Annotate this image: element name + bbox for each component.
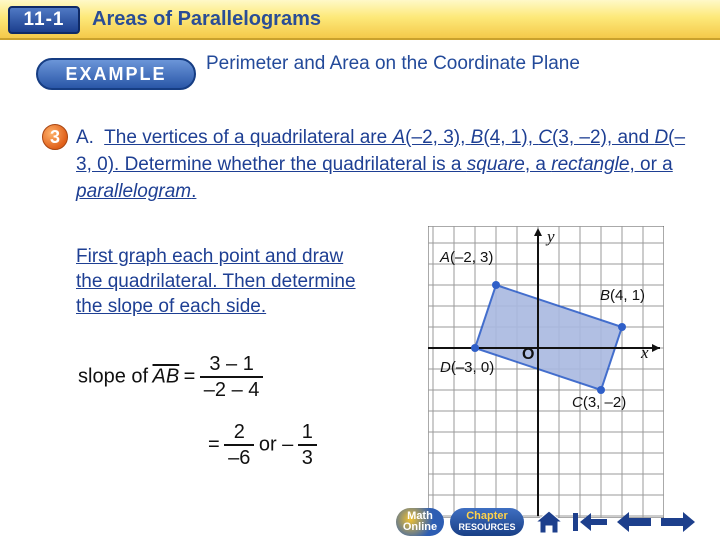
problem-text: The vertices of a quadrilateral are A(–2, 3), B(4, 1), C(3, –2), and D(–3, 0). Determine whether the quadrilateral is a square, a rectangle, or a parallelogram. [76, 127, 686, 202]
y-axis-label: y [547, 227, 555, 246]
point-label-a [439, 249, 493, 266]
arrow-right-icon [659, 510, 697, 534]
or-text: or – [258, 433, 294, 456]
next-slide-button[interactable] [658, 508, 698, 536]
svg-text:D(–3, 0): D(–3, 0) [440, 359, 495, 376]
equals-sign: = [183, 365, 196, 388]
slope-fraction-1 [200, 352, 264, 402]
vertex-point-d [471, 344, 479, 352]
example-title: Perimeter and Area on the Coordinate Plane [206, 53, 580, 74]
vertex-point-c [597, 386, 605, 394]
point-label-c [572, 394, 626, 411]
math-online-label: Math Online [402, 510, 438, 533]
point-label-d [440, 359, 494, 376]
fraction-denominator: –2 – 4 [203, 379, 260, 401]
lesson-title: Areas of Parallelograms [92, 8, 321, 30]
resources-label: RESOURCES [458, 522, 516, 532]
svg-text:B(4, 1): B(4, 1) [600, 287, 646, 304]
svg-text:C(3, –2): C(3, –2) [572, 394, 627, 411]
vertex-point-b [618, 323, 626, 331]
fraction-denominator: 3 [301, 447, 313, 469]
origin-label: O [522, 346, 535, 363]
arrow-left-icon [615, 510, 653, 534]
chapter-resources-button[interactable] [450, 508, 524, 536]
slope-fraction-2 [224, 420, 254, 470]
lesson-number-badge: 11-1 [8, 6, 80, 34]
problem-part-label: A. [76, 127, 94, 148]
fraction-numerator: 1 [301, 421, 313, 443]
instruction-text: First graph each point and draw the quadrilateral. Then determine the slope of each side. [76, 246, 356, 317]
skip-back-icon [571, 510, 609, 534]
segment-label: $\overline{AB}$ [152, 365, 180, 388]
fraction-numerator: 3 – 1 [209, 353, 254, 375]
step-number-badge: 3 [42, 124, 68, 150]
header-bar [0, 0, 720, 40]
slope-fraction-3 [298, 420, 317, 470]
home-icon [534, 509, 564, 535]
example-badge: EXAMPLE [36, 58, 196, 90]
slope-label: slope of [78, 365, 149, 388]
svg-text:A(–2, 3): A(–2, 3) [440, 249, 494, 266]
slope-equation-line-1 [78, 352, 263, 402]
first-slide-button[interactable] [570, 508, 610, 536]
problem-statement [76, 124, 696, 205]
previous-slide-button[interactable] [614, 508, 654, 536]
home-button[interactable] [532, 508, 566, 536]
math-online-button[interactable] [396, 508, 444, 536]
point-label-b [600, 287, 645, 304]
slope-equation-line-2 [208, 420, 317, 470]
fraction-numerator: 2 [233, 421, 245, 443]
coordinate-graph [428, 226, 664, 518]
graph-svg [428, 226, 664, 518]
x-axis-label: x [641, 343, 649, 362]
vertex-point-a [492, 281, 500, 289]
equals-sign: = [208, 433, 220, 456]
fraction-denominator: –6 [228, 447, 251, 469]
chapter-label: Chapter [466, 510, 508, 522]
bottom-navigation [392, 504, 720, 540]
